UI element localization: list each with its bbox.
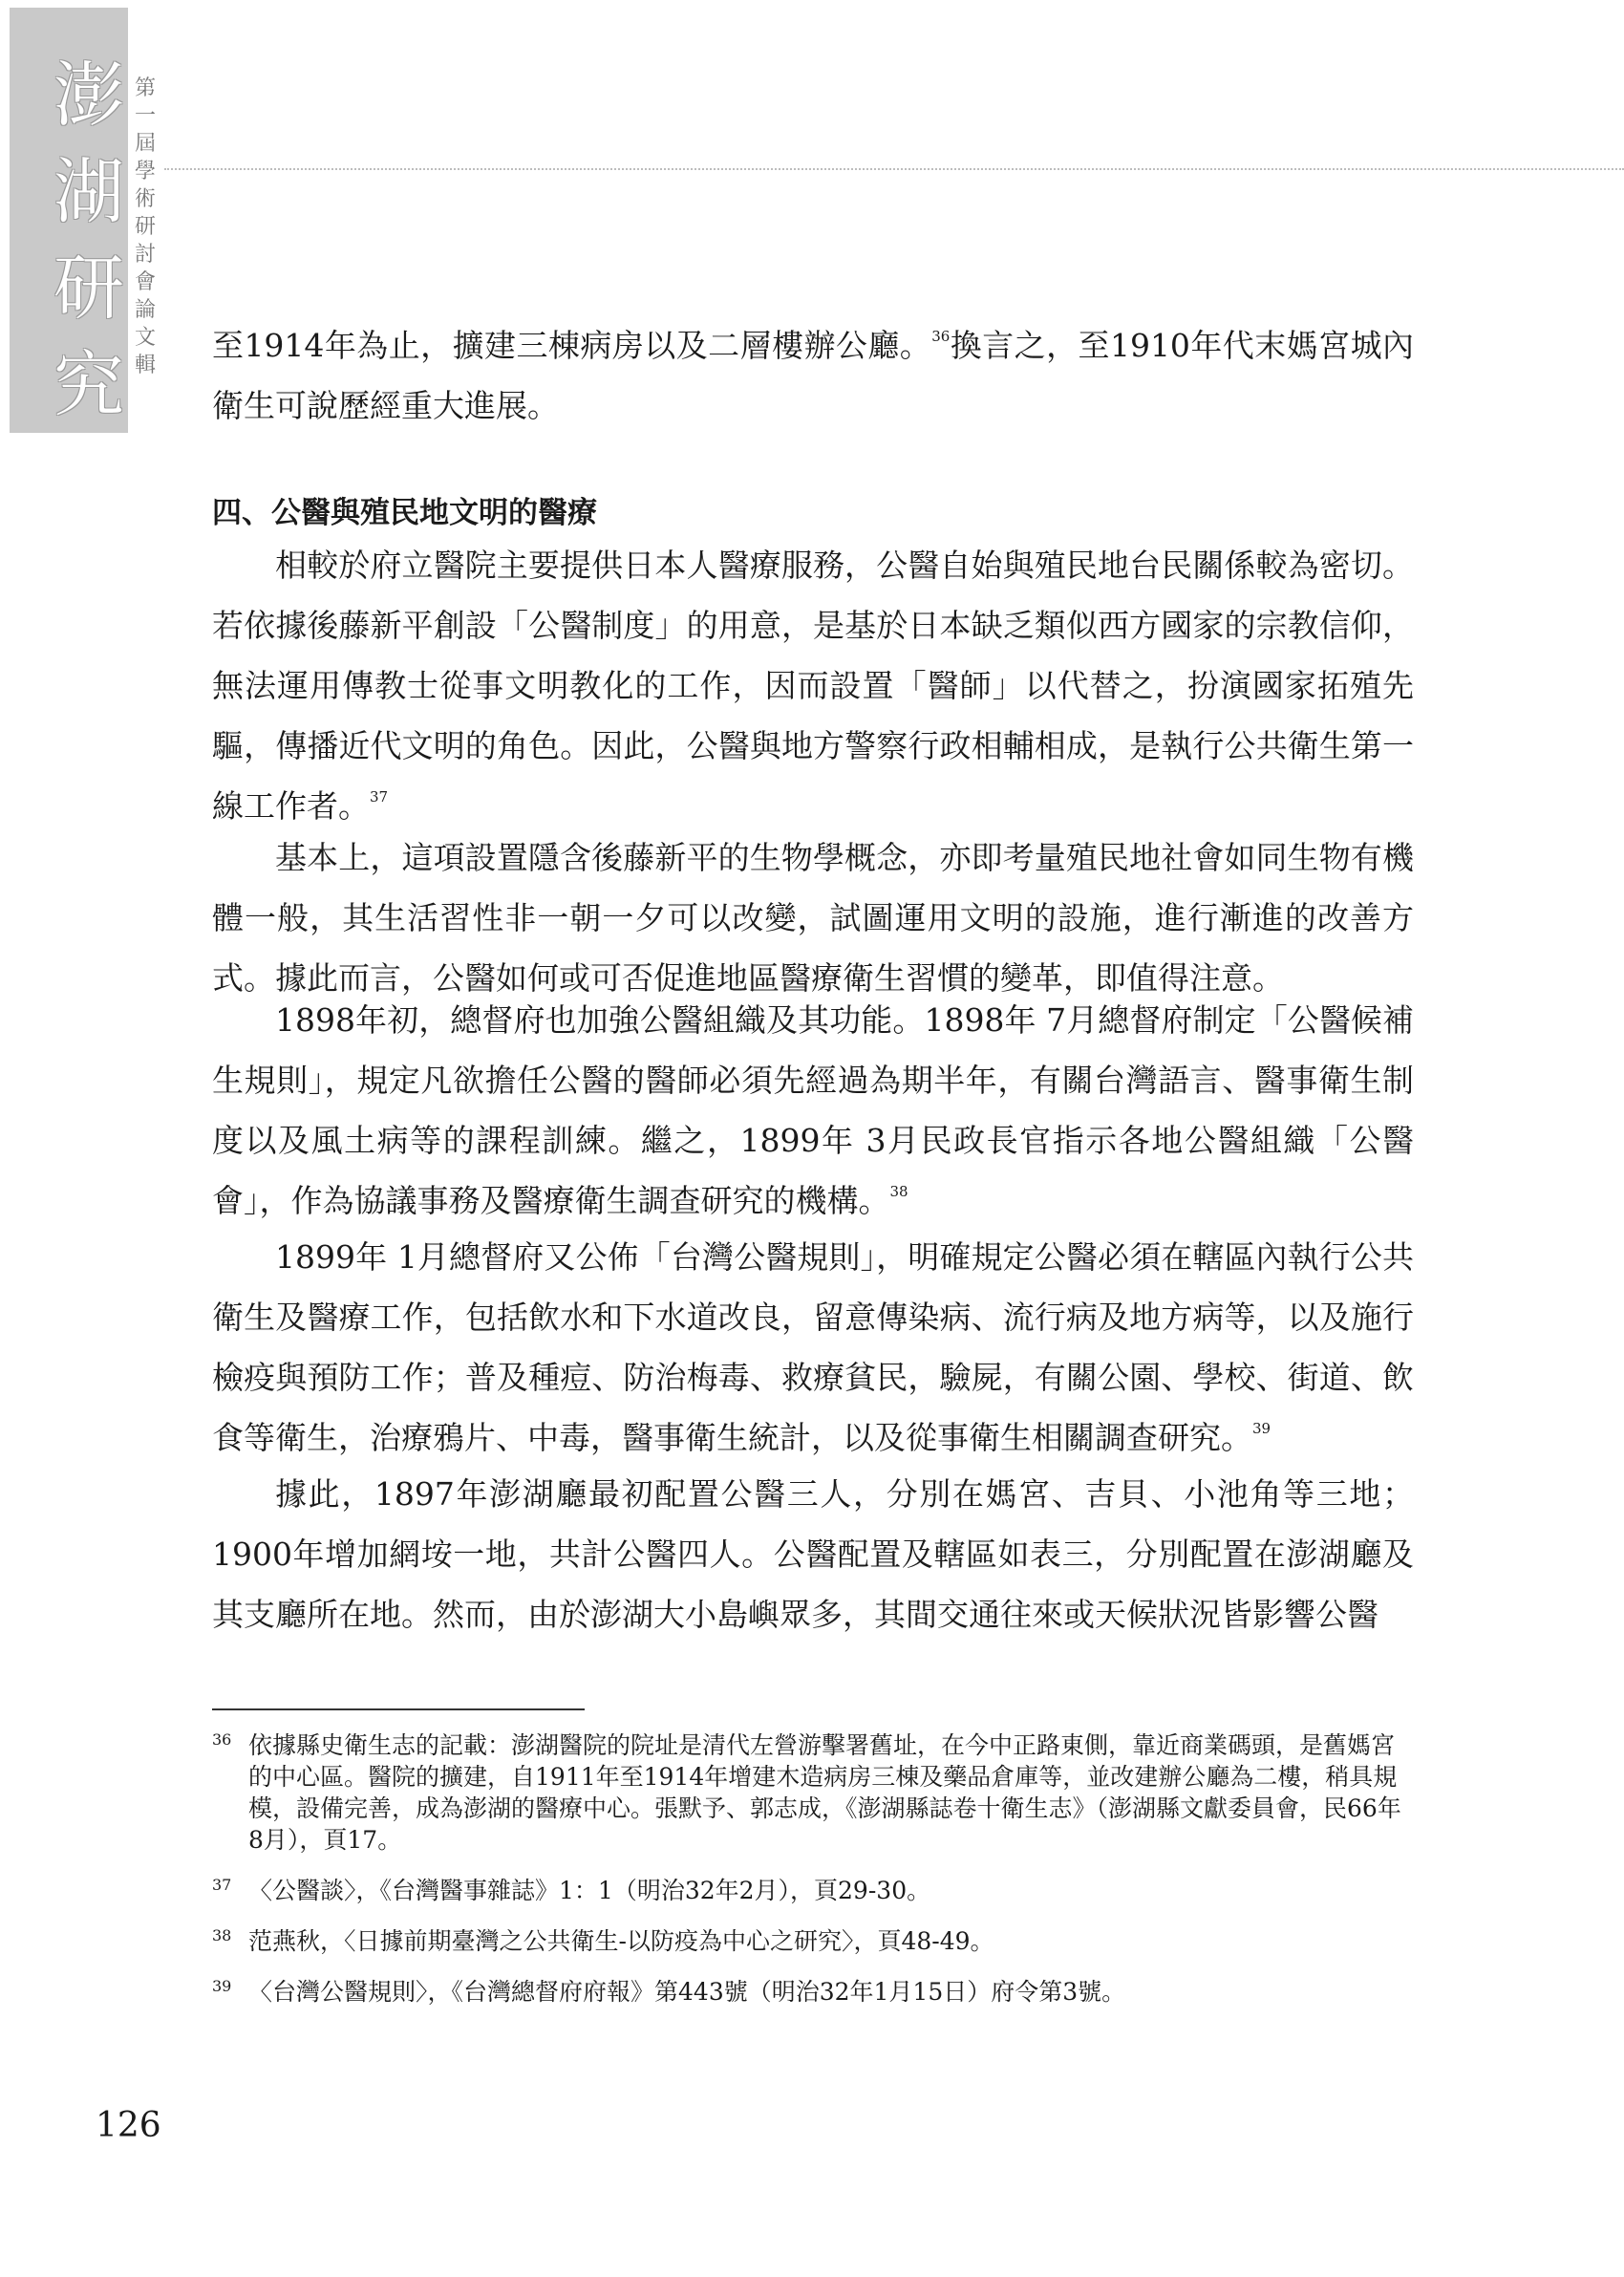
footnote-number: 37 — [212, 1876, 232, 1894]
footnote-number: 38 — [212, 1926, 232, 1944]
footnote: 39 〈台灣公醫規則〉，《台灣總督府府報》第443號（明治32年1月15日）府令第3號。 — [212, 1976, 1414, 2008]
footnote-ref[interactable]: 36 — [931, 328, 951, 345]
subtitle-char: 第 — [134, 76, 156, 100]
footnote-ref[interactable]: 37 — [370, 788, 389, 806]
body-paragraph: 相較於府立醫院主要提供日本人醫療服務，公醫自始與殖民地台民關係較為密切。若依據後藤新平創設「公醫制度」的用意，是基於日本缺乏類似西方國家的宗教信仰，無法運用傳教士從事文明教化的工作，因而設置「醫師」以代替之，扮演國家拓殖先驅，傳播近代文明的角色。因此，公醫與地方警察行政相輔相成，是執行公共衛生第一線工作者。$^{37}$ — [212, 547, 1414, 825]
subtitle-char: 術 — [134, 187, 156, 211]
footnotes — [212, 1729, 1414, 2027]
journal-title-char: 澎 — [53, 54, 124, 137]
subtitle-char: 論 — [134, 298, 156, 322]
body-paragraph: 至1914年為止，擴建三棟病房以及二層樓辦公廳。$^{36}$換言之，至1910年代末媽宮城內衛生可說歷經重大進展。 — [212, 327, 1415, 424]
journal-title-char: 湖 — [53, 151, 124, 233]
header-dotted-rule — [164, 168, 1624, 170]
subtitle-char: 文 — [134, 326, 156, 350]
subtitle-char: 討 — [134, 243, 156, 267]
body-paragraph: 1899年 1月總督府又公佈「台灣公醫規則」，明確規定公醫必須在轄區內執行公共衛生及醫療工作，包括飲水和下水道改良，留意傳染病、流行病及地方病等，以及施行檢疫與預防工作；普及種痘、防治梅毒、救療貧民，驗屍，有關公園、學校、街道、飲食等衛生，治療鴉片、中毒，醫事衛生統計，以及從事衛生相關調查研究。$^{39}$ — [212, 1238, 1414, 1456]
subtitle-char: 屆 — [134, 132, 156, 156]
journal-title-char: 研 — [53, 247, 124, 330]
footnote: 37 〈公醫談〉，《台灣醫事雜誌》1：1（明治32年2月），頁29-30。 — [212, 1875, 1414, 1906]
section-heading: 四、公醫與殖民地文明的醫療 — [212, 496, 597, 530]
footnote: 38 范燕秋，〈日據前期臺灣之公共衛生-以防疫為中心之研究〉，頁48-49。 — [212, 1925, 1414, 1957]
body-paragraph: 1898年初，總督府也加強公醫組織及其功能。1898年 7月總督府制定「公醫候補生規則」，規定凡欲擔任公醫的醫師必須先經過為期半年，有關台灣語言、醫事衛生制度以及風土病等的課程訓練。繼之，1899年 3月民政長官指示各地公醫組織「公醫會」，作為協議事務及醫療衛生調查研究的機構。$^{38}$ — [212, 1001, 1414, 1219]
footnote-number: 36 — [212, 1730, 232, 1749]
footnote-ref[interactable]: 39 — [1252, 1420, 1271, 1437]
journal-subtitle — [131, 75, 160, 379]
subtitle-char: 學 — [134, 160, 156, 183]
journal-title — [46, 48, 132, 434]
footnote-rule — [212, 1708, 585, 1710]
footnote-ref[interactable]: 38 — [889, 1183, 908, 1200]
body-paragraph: 據此，1897年澎湖廳最初配置公醫三人，分別在媽宮、吉貝、小池角等三地；1900年增加網垵一地，共計公醫四人。公醫配置及轄區如表三，分別配置在澎湖廳及其支廳所在地。然而，由於澎湖大小島嶼眾多，其間交通往來或天候狀況皆影響公醫 — [212, 1475, 1414, 1633]
subtitle-char: 會 — [134, 270, 156, 294]
subtitle-char: 研 — [134, 215, 156, 239]
footnote-number: 39 — [212, 1977, 232, 1995]
page-number: 126 — [96, 2106, 161, 2145]
subtitle-char: 輯 — [134, 354, 156, 377]
footnote: 36 依據縣史衛生志的記載：澎湖醫院的院址是清代左營游擊署舊址，在今中正路東側，靠近商業碼頭，是舊媽宮的中心區。醫院的擴建，自1911年至1914年增建木造病房三棟及藥品倉庫等，並改建辦公廳為二樓，稍具規模，設備完善，成為澎湖的醫療中心。張默予、郭志成，《澎湖縣誌卷十衛生志》（澎湖縣文獻委員會，民66年8月），頁17。 — [212, 1729, 1414, 1856]
subtitle-char: 一 — [134, 104, 156, 128]
body-paragraph: 基本上，這項設置隱含後藤新平的生物學概念，亦即考量殖民地社會如同生物有機體一般，其生活習性非一朝一夕可以改變，試圖運用文明的設施，進行漸進的改善方式。據此而言，公醫如何或可否促進地區醫療衛生習慣的變革，即值得注意。 — [212, 839, 1414, 997]
journal-title-char: 究 — [53, 344, 124, 426]
